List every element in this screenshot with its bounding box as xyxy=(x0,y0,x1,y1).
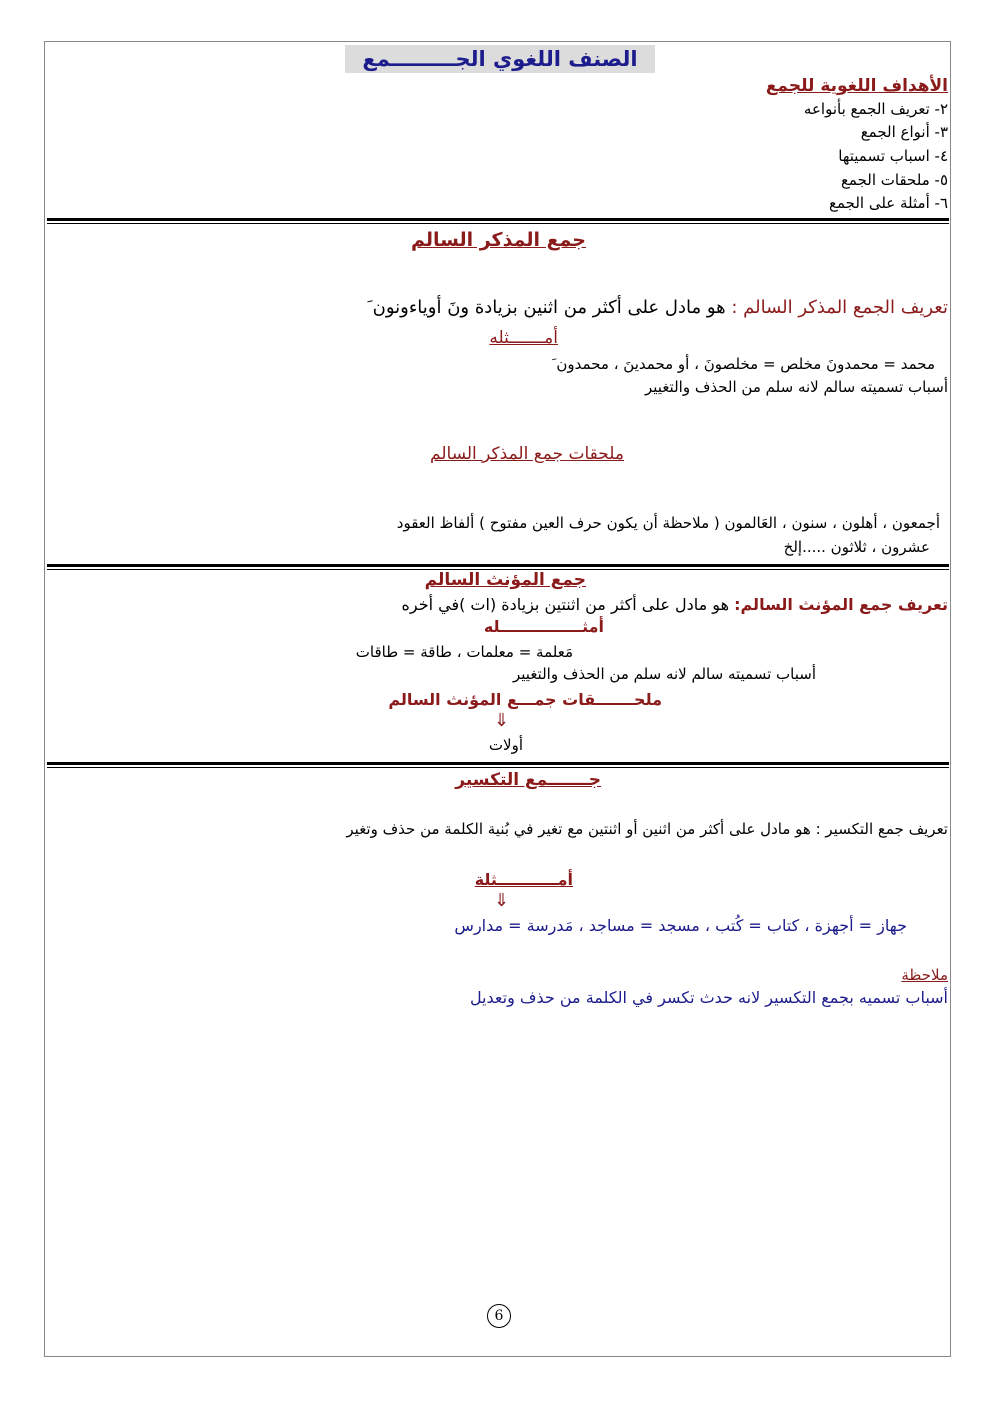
down-arrow-icon: ⇓ xyxy=(494,710,510,731)
broken-definition xyxy=(346,820,948,838)
masculine-heading: جمع المذكر السالم xyxy=(410,229,586,251)
feminine-annex-first: أولات xyxy=(488,736,523,754)
masculine-annex-line: عشرون ، ثلاثون .....إلخ xyxy=(783,538,930,556)
masculine-annex-heading: ملحقات جمع المذكر السالم xyxy=(430,444,624,464)
section-divider xyxy=(47,218,949,224)
masculine-annex-line: أجمعون ، أهلون ، سنون ، العَالمون ( ملاحظة أن يكون حرف العين مفتوح ) ألفاظ العقود xyxy=(396,514,940,532)
feminine-heading: جمع المؤنث السالم xyxy=(424,570,586,590)
objective-item: ٢- تعريف الجمع بأنواعه xyxy=(803,100,948,118)
down-arrow-icon: ⇓ xyxy=(494,890,510,911)
objective-item: ٤- اسباب تسميتها xyxy=(838,147,948,165)
masculine-reason: أسباب تسميته سالم لانه سلم من الحذف والتغيير xyxy=(644,378,948,396)
feminine-reason: أسباب تسميته سالم لانه سلم من الحذف والتغيير xyxy=(512,665,816,683)
feminine-annex-heading: ملحـــــــقات جمـــع المؤنث السالم xyxy=(388,690,662,709)
broken-definition-label: تعريف جمع التكسير : xyxy=(815,820,948,838)
objectives-heading: الأهداف اللغوية للجمع xyxy=(765,76,948,96)
feminine-examples-heading: أمثـــــــــــــــله xyxy=(483,617,604,636)
page-number: 6 xyxy=(487,1304,511,1328)
objective-item: ٣- أنواع الجمع xyxy=(860,123,948,141)
masculine-definition xyxy=(367,297,948,318)
broken-heading: جـــــــمع التكسير xyxy=(455,770,601,790)
feminine-definition-text: هو مادل على أكثر من اثنتين بزيادة (ات )في أخره xyxy=(401,595,730,614)
objective-item: ٦- أمثلة على الجمع xyxy=(828,194,948,212)
broken-examples: جهاز = أجهزة ، كتاب = كُتب ، مسجد = مساجد ، مَدرسة = مدارس xyxy=(454,916,907,935)
page-title: الصنف اللغوي الجـــــــــمع xyxy=(345,45,655,73)
broken-examples-heading: أمـــــــــــثلة xyxy=(474,870,573,889)
masculine-examples-heading: أمـــــــثله xyxy=(489,328,558,348)
objective-item: ٥- ملحقات الجمع xyxy=(840,171,948,189)
feminine-definition xyxy=(401,595,948,614)
section-divider xyxy=(47,762,949,768)
feminine-definition-label: تعريف جمع المؤنث السالم: xyxy=(734,595,948,614)
broken-definition-text: هو مادل على أكثر من اثنين أو اثنتين مع تغير في بُنية الكلمة من حذف وتغير xyxy=(346,820,811,838)
masculine-definition-text: هو مادل على أكثر من اثنين بزيادة ونَ أوياءونون َ xyxy=(367,297,726,318)
masculine-examples: محمد = محمدونَ مخلص = مخلصونَ ، أو محمدينَ ، محمدون َ xyxy=(552,355,935,373)
feminine-examples: مَعلمة = معلمات ، طاقة = طاقات xyxy=(355,643,573,661)
broken-note-text: أسباب تسميه بجمع التكسير لانه حدث تكسر في الكلمة من حذف وتعديل xyxy=(469,988,948,1007)
masculine-definition-label: تعريف الجمع المذكر السالم : xyxy=(731,297,948,318)
broken-note-heading: ملاحظة xyxy=(901,966,948,984)
